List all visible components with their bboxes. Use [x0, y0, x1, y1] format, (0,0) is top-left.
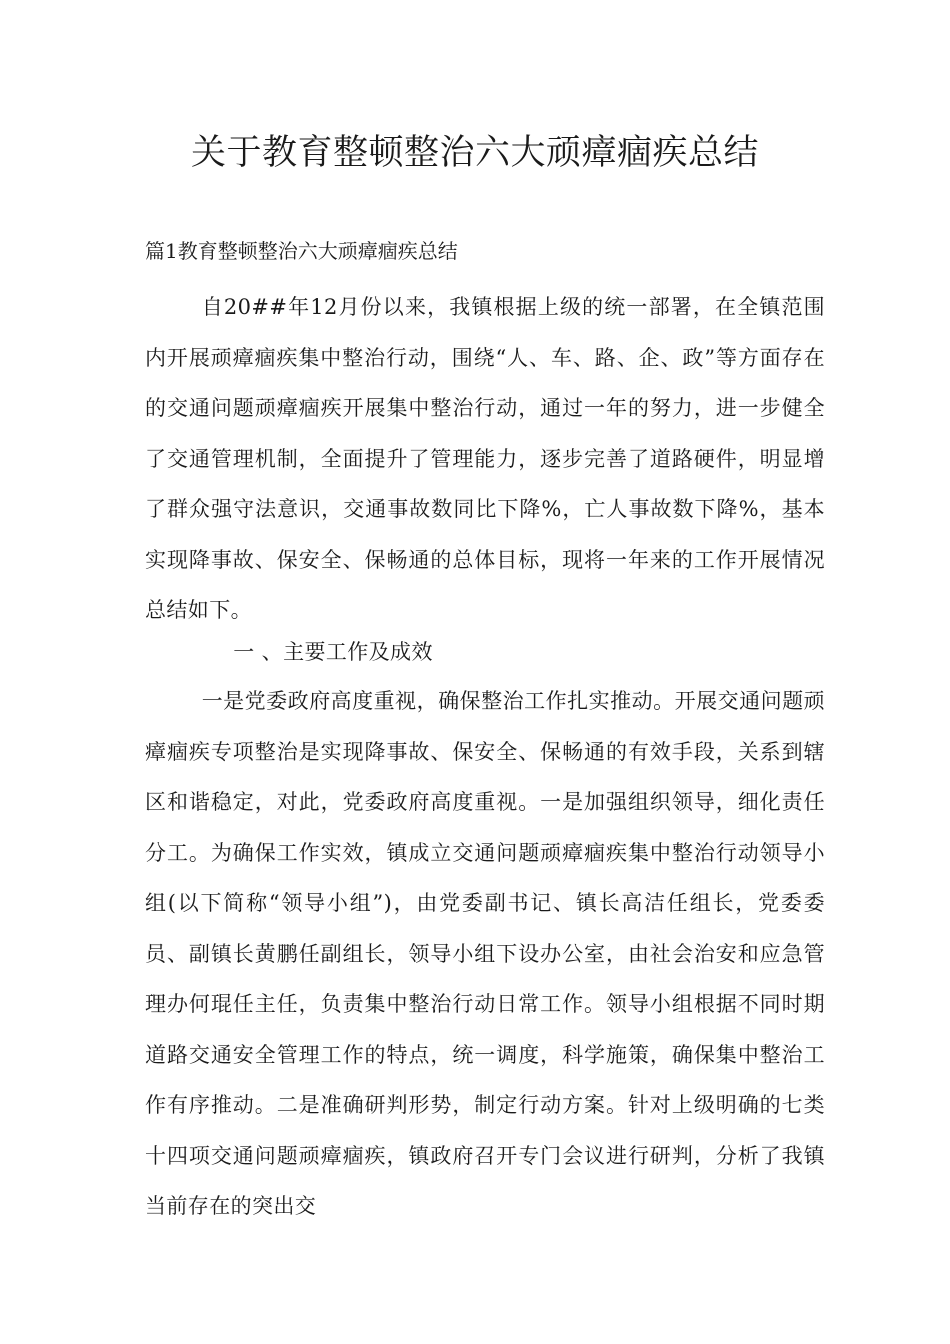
section-heading: 篇1教育整顿整治六大顽瘴痼疾总结 [145, 239, 458, 263]
body-paragraph: 一是党委政府高度重视，确保整治工作扎实推动。开展交通问题顽瘴痼疾专项整治是实现降事故、保安全、保畅通的有效手段，关系到辖区和谐稳定，对此，党委政府高度重视。一是加强组织领导，细化责任分工。为确保工作实效，镇成立交通问题顽瘴痼疾集中整治行动领导小组(以下简称“领导小组”)，由党委副书记、镇长高洁任组长，党委委员、副镇长黄鹏任副组长，领导小组下设办公室，由社会治安和应急管理办何琨任主任，负责集中整治行动日常工作。领导小组根据不同时期道路交通安全管理工作的特点，统一调度，科学施策，确保集中整治工作有序推动。二是准确研判形势，制定行动方案。针对上级明确的七类十四项交通问题顽瘴痼疾，镇政府召开专门会议进行研判，分析了我镇当前存在的突出交 [145, 689, 825, 1218]
intro-paragraph: 自20##年12月份以来，我镇根据上级的统一部署，在全镇范围内开展顽瘴痼疾集中整治行动，围绕“人、车、路、企、政”等方面存在的交通问题顽瘴痼疾开展集中整治行动，通过一年的努力，进一步健全了交通管理机制，全面提升了管理能力，逐步完善了道路硬件，明显增了群众强守法意识，交通事故数同比下降%，亡人事故数下降%，基本实现降事故、保安全、保畅通的总体目标，现将一年来的工作开展情况总结如下。 [145, 295, 825, 622]
subsection-heading: 一 、主要工作及成效 [233, 640, 433, 664]
document-title: 关于教育整顿整治六大顽瘴痼疾总结 [190, 133, 759, 173]
